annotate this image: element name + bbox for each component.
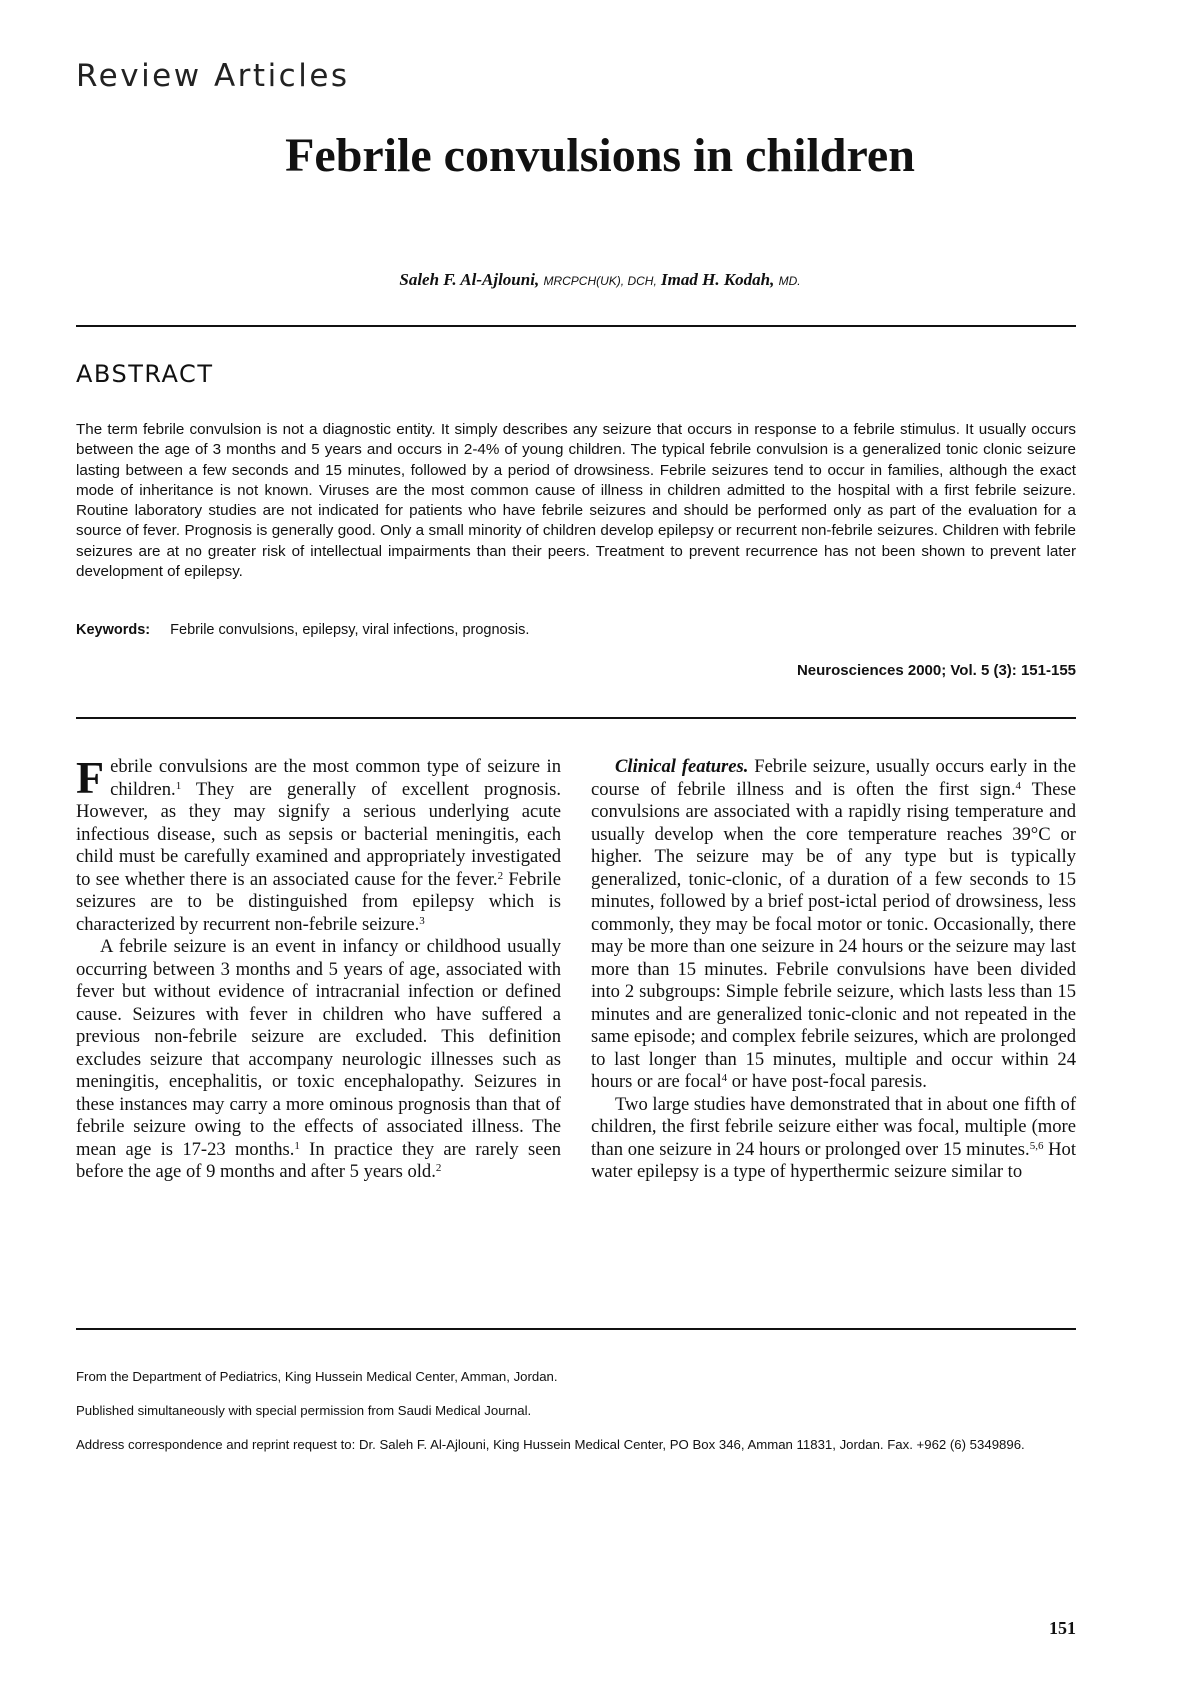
keywords-label: Keywords: — [76, 622, 151, 638]
reference-mark: 1 — [175, 779, 182, 792]
text-run: A febrile seizure is an event in infancy or childhood usually occurring between 3 months and 5 years of age, associated with fever but without evidence of intracranial infection or defined cause. Seizures with fever in children who have suffered a previous non-febrile seizure are excluded. This definition excludes seizure that accompany neurologic illnesses such as meningitis, encephalitis, or toxic encephalopathy. Seizures in these instances may carry a more ominous prognosis than that of febrile seizure owing to the effects of associated illness. The mean age is 17-23 months. — [76, 936, 561, 1160]
body-column-left — [76, 752, 561, 1184]
author-name: Imad H. Kodah, — [661, 270, 775, 289]
author-degrees: MD. — [778, 274, 801, 288]
journal-citation: Neurosciences 2000; Vol. 5 (3): 151-155 — [796, 662, 1076, 679]
paragraph — [76, 752, 561, 936]
text-run: In practice they are rarely seen before the age of 9 months and after 5 years old. — [76, 1138, 561, 1182]
footnote-department: From the Department of Pediatrics, King Hussein Medical Center, Amman, Jordan. — [76, 1369, 558, 1384]
text-run: ebrile convulsions are the most common type of seizure in children. — [110, 756, 561, 800]
author-name: Saleh F. Al-Ajlouni, — [399, 270, 540, 289]
keywords-list: Febrile convulsions, epilepsy, viral infections, prognosis. — [170, 622, 530, 638]
text-run: They are generally of excellent prognosis. However, as they may signify a serious underlying acute infectious disease, such as sepsis or bacterial meningitis, each child must be carefully examined and appropriately investigated to see whether there is an associated cause for the fever. — [76, 778, 561, 890]
reference-mark: 3 — [419, 914, 425, 927]
paragraph — [591, 756, 1076, 1094]
reference-mark: 5,6 — [1029, 1139, 1044, 1152]
text-run: or have post-focal paresis. — [727, 1071, 927, 1092]
author-line — [0, 270, 1200, 290]
author-degrees: MRCPCH(UK), DCH, — [543, 274, 657, 288]
footnote-published: Published simultaneously with special permission from Saudi Medical Journal. — [76, 1403, 532, 1418]
reference-mark: 2 — [435, 1162, 442, 1174]
footnote-divider — [76, 1328, 1076, 1330]
paragraph — [591, 1094, 1076, 1184]
article-title: Febrile convulsions in children — [285, 129, 915, 182]
reference-mark: 4 — [721, 1072, 728, 1084]
page-number: 151 — [1049, 1618, 1076, 1638]
reference-mark: 1 — [294, 1139, 300, 1152]
text-run: Febrile seizures are to be distinguished from epilepsy which is characterized by recurrent non-febrile seizure. — [76, 868, 561, 935]
keywords-line — [76, 622, 529, 638]
reference-mark: 2 — [497, 869, 504, 882]
section-lead: Clinical features. — [615, 756, 749, 777]
section-label: Review Articles — [76, 58, 350, 94]
text-run: Febrile seizure, usually occurs early in the course of febrile illness and is often the first sign. — [591, 756, 1076, 800]
footnote-address: Address correspondence and reprint request to: Dr. Saleh F. Al-Ajlouni, King Hussein Medical Center, PO Box 346, Amman 11831, Jordan. Fax. +962 (6) 5349896. — [76, 1437, 1025, 1452]
abstract-heading: ABSTRACT — [76, 360, 214, 388]
text-run: These convulsions are associated with a rapidly rising temperature and usually develop when the core temperature reaches 39°C or higher. The seizure may be of any type but is typically generalized, tonic-clonic, of a duration of a few seconds to 15 minutes, followed by a brief post-ictal period of drowsiness, less commonly, they may be focal motor or tonic. Occasionally, there may be more than one seizure in 24 hours or the seizure may last more than 15 minutes. Febrile convulsions have been divided into 2 subgroups: Simple febrile seizure, which lasts less than 15 minutes and are generalized tonic-clonic and not repeated in the same episode; and complex febrile seizures, which are prolonged to last longer than 15 minutes, multiple and occur within 24 hours or are focal — [591, 778, 1076, 1092]
text-run: Two large studies have demonstrated that in about one fifth of children, the first febrile seizure either was focal, multiple (more than one seizure in 24 hours or prolonged over 15 minutes. — [591, 1093, 1077, 1160]
drop-cap: F — [76, 752, 105, 803]
abstract-text: The term febrile convulsion is not a diagnostic entity. It simply describes any seizure that occurs in response to a febrile stimulus. It usually occurs between the age of 3 months and 5 years and occurs in 2-4% of young children. The typical febrile convulsion is a generalized tonic clonic seizure lasting between a few seconds and 15 minutes, followed by a period of drowsiness. Febrile seizures tend to occur in families, although the exact mode of inheritance is not known. Viruses are the most common cause of illness in children admitted to the hospital with a first febrile seizure. Routine laboratory studies are not indicated for patients who have febrile seizures and should be performed only as part of the evaluation for a source of fever. Prognosis is generally good. Only a small minority of children develop epilepsy or recurrent non-febrile seizures. Children with febrile seizures are at no greater risk of intellectual impairments than their peers. Treatment to prevent recurrence has not been shown to prevent later development of epilepsy. — [76, 421, 1076, 581]
text-run: Hot water epilepsy is a type of hyperthermic seizure similar to — [591, 1138, 1077, 1182]
paragraph — [76, 936, 561, 1184]
top-divider — [76, 325, 1076, 327]
abstract-divider — [76, 717, 1076, 719]
reference-mark: 4 — [1015, 779, 1021, 792]
body-column-right — [591, 756, 1076, 1184]
